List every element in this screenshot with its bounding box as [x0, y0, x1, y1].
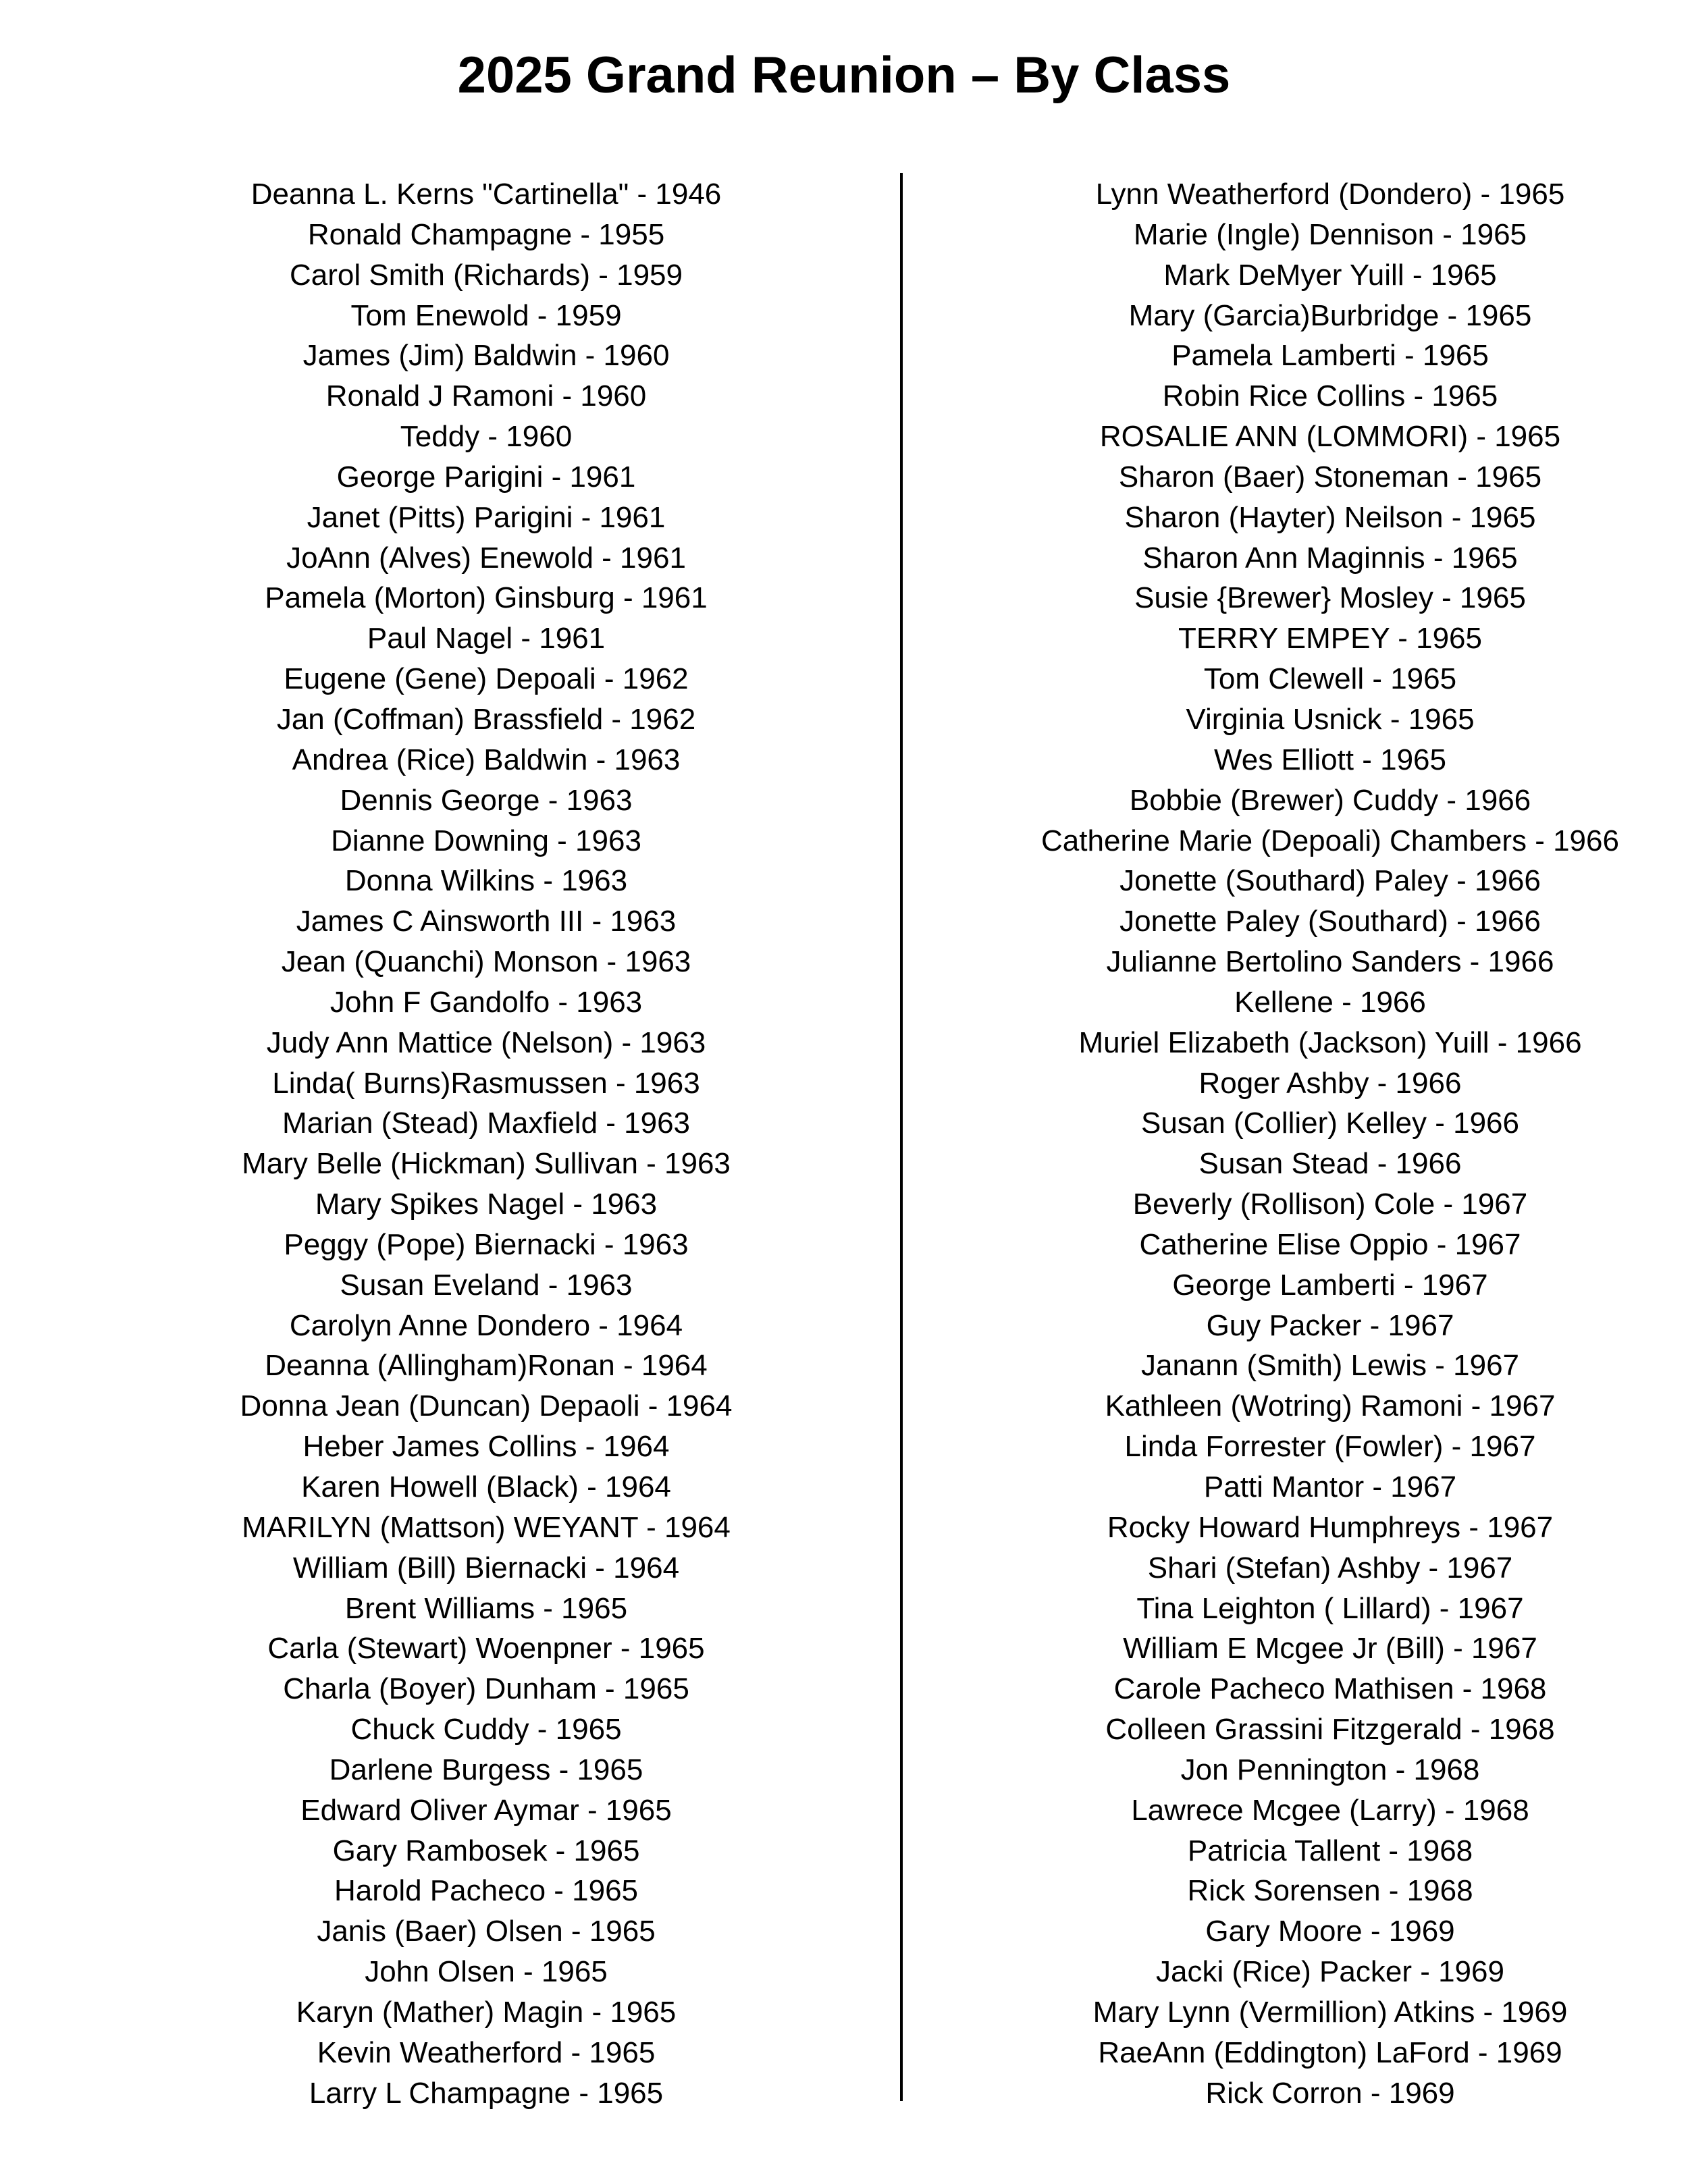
- name-entry: Jonette Paley (Southard) - 1966: [1119, 905, 1541, 938]
- name-entry: Teddy - 1960: [400, 420, 573, 454]
- name-entry: Bobbie (Brewer) Cuddy - 1966: [1129, 783, 1531, 817]
- name-entry: Mary Spikes Nagel - 1963: [315, 1188, 658, 1221]
- name-entry: Sharon (Hayter) Neilson - 1965: [1124, 500, 1536, 534]
- name-entry: Harold Pacheco - 1965: [334, 1874, 639, 1908]
- name-entry: Muriel Elizabeth (Jackson) Yuill - 1966: [1078, 1026, 1582, 1059]
- name-entry: Deanna (Allingham)Ronan - 1964: [265, 1349, 708, 1383]
- name-entry: MARILYN (Mattson) WEYANT - 1964: [242, 1510, 731, 1544]
- name-entry: Robin Rice Collins - 1965: [1162, 379, 1498, 413]
- name-entry: TERRY EMPEY - 1965: [1178, 622, 1482, 656]
- name-entry: Pamela (Morton) Ginsburg - 1961: [265, 581, 708, 615]
- name-entry: Guy Packer - 1967: [1206, 1308, 1454, 1342]
- name-entry: James (Jim) Baldwin - 1960: [302, 339, 670, 373]
- name-entry: Janann (Smith) Lewis - 1967: [1140, 1349, 1520, 1383]
- name-entry: Ronald Champagne - 1955: [307, 217, 665, 251]
- name-entry: William (Bill) Biernacki - 1964: [292, 1551, 680, 1584]
- name-entry: Kellene - 1966: [1234, 985, 1426, 1019]
- name-entry: RaeAnn (Eddington) LaFord - 1969: [1098, 2035, 1562, 2069]
- right-name-list: [939, 174, 1688, 2114]
- name-entry: Jacki (Rice) Packer - 1969: [1156, 1955, 1504, 1989]
- name-entry: Colleen Grassini Fitzgerald - 1968: [1105, 1713, 1555, 1747]
- name-entry: Roger Ashby - 1966: [1198, 1066, 1462, 1100]
- name-entry: Catherine Elise Oppio - 1967: [1139, 1227, 1521, 1261]
- name-entry: Carla (Stewart) Woenpner - 1965: [267, 1632, 705, 1666]
- name-entry: Dennis George - 1963: [340, 783, 633, 817]
- name-entry: Janet (Pitts) Parigini - 1961: [307, 500, 666, 534]
- name-entry: Jon Pennington - 1968: [1180, 1753, 1480, 1786]
- name-entry: Charla (Boyer) Dunham - 1965: [283, 1672, 689, 1706]
- name-entry: Brent Williams - 1965: [344, 1591, 628, 1625]
- name-entry: JoAnn (Alves) Enewold - 1961: [286, 541, 686, 575]
- name-entry: Carolyn Anne Dondero - 1964: [289, 1308, 683, 1342]
- name-entry: Judy Ann Mattice (Nelson) - 1963: [266, 1026, 706, 1059]
- name-entry: Gary Moore - 1969: [1205, 1915, 1455, 1948]
- name-entry: Andrea (Rice) Baldwin - 1963: [292, 743, 681, 776]
- name-entry: Dianne Downing - 1963: [331, 824, 641, 857]
- name-entry: Jonette (Southard) Paley - 1966: [1119, 864, 1541, 898]
- name-entry: Marie (Ingle) Dennison - 1965: [1133, 217, 1527, 251]
- name-entry: Gary Rambosek - 1965: [332, 1834, 640, 1867]
- name-entry: Ronald J Ramoni - 1960: [325, 379, 647, 413]
- name-entry: Shari (Stefan) Ashby - 1967: [1147, 1551, 1513, 1584]
- left-name-list: [101, 174, 871, 2114]
- name-entry: Catherine Marie (Depoali) Chambers - 1966: [1041, 824, 1619, 857]
- name-entry: Lynn Weatherford (Dondero) - 1965: [1095, 178, 1565, 211]
- name-entry: Julianne Bertolino Sanders - 1966: [1106, 945, 1554, 979]
- name-entry: Chuck Cuddy - 1965: [350, 1713, 622, 1747]
- name-entry: Peggy (Pope) Biernacki - 1963: [284, 1227, 689, 1261]
- name-entry: Susan Stead - 1966: [1198, 1147, 1462, 1181]
- name-entry: John F Gandolfo - 1963: [329, 985, 643, 1019]
- name-entry: Susan (Collier) Kelley - 1966: [1140, 1107, 1520, 1140]
- name-entry: Donna Jean (Duncan) Depaoli - 1964: [240, 1389, 733, 1423]
- name-entry: Eugene (Gene) Depoali - 1962: [284, 662, 689, 696]
- name-entry: Mary (Garcia)Burbridge - 1965: [1128, 298, 1532, 332]
- name-entry: Marian (Stead) Maxfield - 1963: [282, 1107, 691, 1140]
- name-entry: George Lamberti - 1967: [1172, 1268, 1488, 1302]
- name-entry: Karen Howell (Black) - 1964: [301, 1470, 671, 1503]
- name-entry: Carol Smith (Richards) - 1959: [290, 258, 683, 292]
- name-entry: Rick Sorensen - 1968: [1187, 1874, 1473, 1908]
- name-entry: Sharon (Baer) Stoneman - 1965: [1118, 460, 1542, 494]
- name-entry: Linda( Burns)Rasmussen - 1963: [272, 1066, 700, 1100]
- name-entry: Sharon Ann Maginnis - 1965: [1142, 541, 1518, 575]
- name-entry: Virginia Usnick - 1965: [1186, 702, 1475, 736]
- name-entry: William E Mcgee Jr (Bill) - 1967: [1123, 1632, 1537, 1666]
- name-entry: Larry L Champagne - 1965: [309, 2076, 664, 2110]
- name-entry: Jean (Quanchi) Monson - 1963: [281, 945, 691, 979]
- name-entry: Karyn (Mather) Magin - 1965: [296, 1995, 677, 2029]
- name-entry: Tom Enewold - 1959: [350, 298, 622, 332]
- name-entry: Rocky Howard Humphreys - 1967: [1107, 1510, 1554, 1544]
- name-entry: Kathleen (Wotring) Ramoni - 1967: [1105, 1389, 1556, 1423]
- name-entry: Heber James Collins - 1964: [302, 1430, 670, 1464]
- name-entry: Wes Elliott - 1965: [1213, 743, 1446, 776]
- name-entry: Darlene Burgess - 1965: [329, 1753, 643, 1786]
- name-entry: ROSALIE ANN (LOMMORI) - 1965: [1099, 420, 1561, 454]
- name-entry: Linda Forrester (Fowler) - 1967: [1124, 1430, 1536, 1464]
- name-entry: Pamela Lamberti - 1965: [1171, 339, 1489, 373]
- name-entry: Tina Leighton ( Lillard) - 1967: [1136, 1591, 1524, 1625]
- name-entry: John Olsen - 1965: [365, 1955, 608, 1989]
- name-entry: Mary Lynn (Vermillion) Atkins - 1969: [1092, 1995, 1568, 2029]
- name-entry: George Parigini - 1961: [336, 460, 636, 494]
- name-entry: Lawrece Mcgee (Larry) - 1968: [1131, 1793, 1529, 1827]
- name-entry: Patricia Tallent - 1968: [1187, 1834, 1473, 1867]
- name-entry: Susan Eveland - 1963: [340, 1268, 633, 1302]
- name-entry: Patti Mantor - 1967: [1203, 1470, 1457, 1503]
- column-divider: [900, 173, 903, 2101]
- name-entry: Jan (Coffman) Brassfield - 1962: [276, 702, 696, 736]
- name-entry: Rick Corron - 1969: [1205, 2076, 1455, 2110]
- name-entry: Edward Oliver Aymar - 1965: [300, 1793, 672, 1827]
- name-entry: Mark DeMyer Yuill - 1965: [1163, 258, 1497, 292]
- name-entry: Mary Belle (Hickman) Sullivan - 1963: [242, 1147, 731, 1181]
- name-entry: Beverly (Rollison) Cole - 1967: [1132, 1188, 1528, 1221]
- name-entry: Deanna L. Kerns "Cartinella" - 1946: [250, 178, 722, 211]
- name-entry: Susie {Brewer} Mosley - 1965: [1134, 581, 1526, 615]
- name-entry: Donna Wilkins - 1963: [344, 864, 628, 898]
- page-title: 2025 Grand Reunion – By Class: [457, 47, 1231, 104]
- name-entry: Carole Pacheco Mathisen - 1968: [1113, 1672, 1547, 1706]
- name-entry: Kevin Weatherford - 1965: [317, 2035, 656, 2069]
- name-entry: James C Ainsworth III - 1963: [296, 905, 677, 938]
- name-entry: Janis (Baer) Olsen - 1965: [317, 1915, 656, 1948]
- name-entry: Paul Nagel - 1961: [367, 622, 606, 656]
- name-entry: Tom Clewell - 1965: [1203, 662, 1457, 696]
